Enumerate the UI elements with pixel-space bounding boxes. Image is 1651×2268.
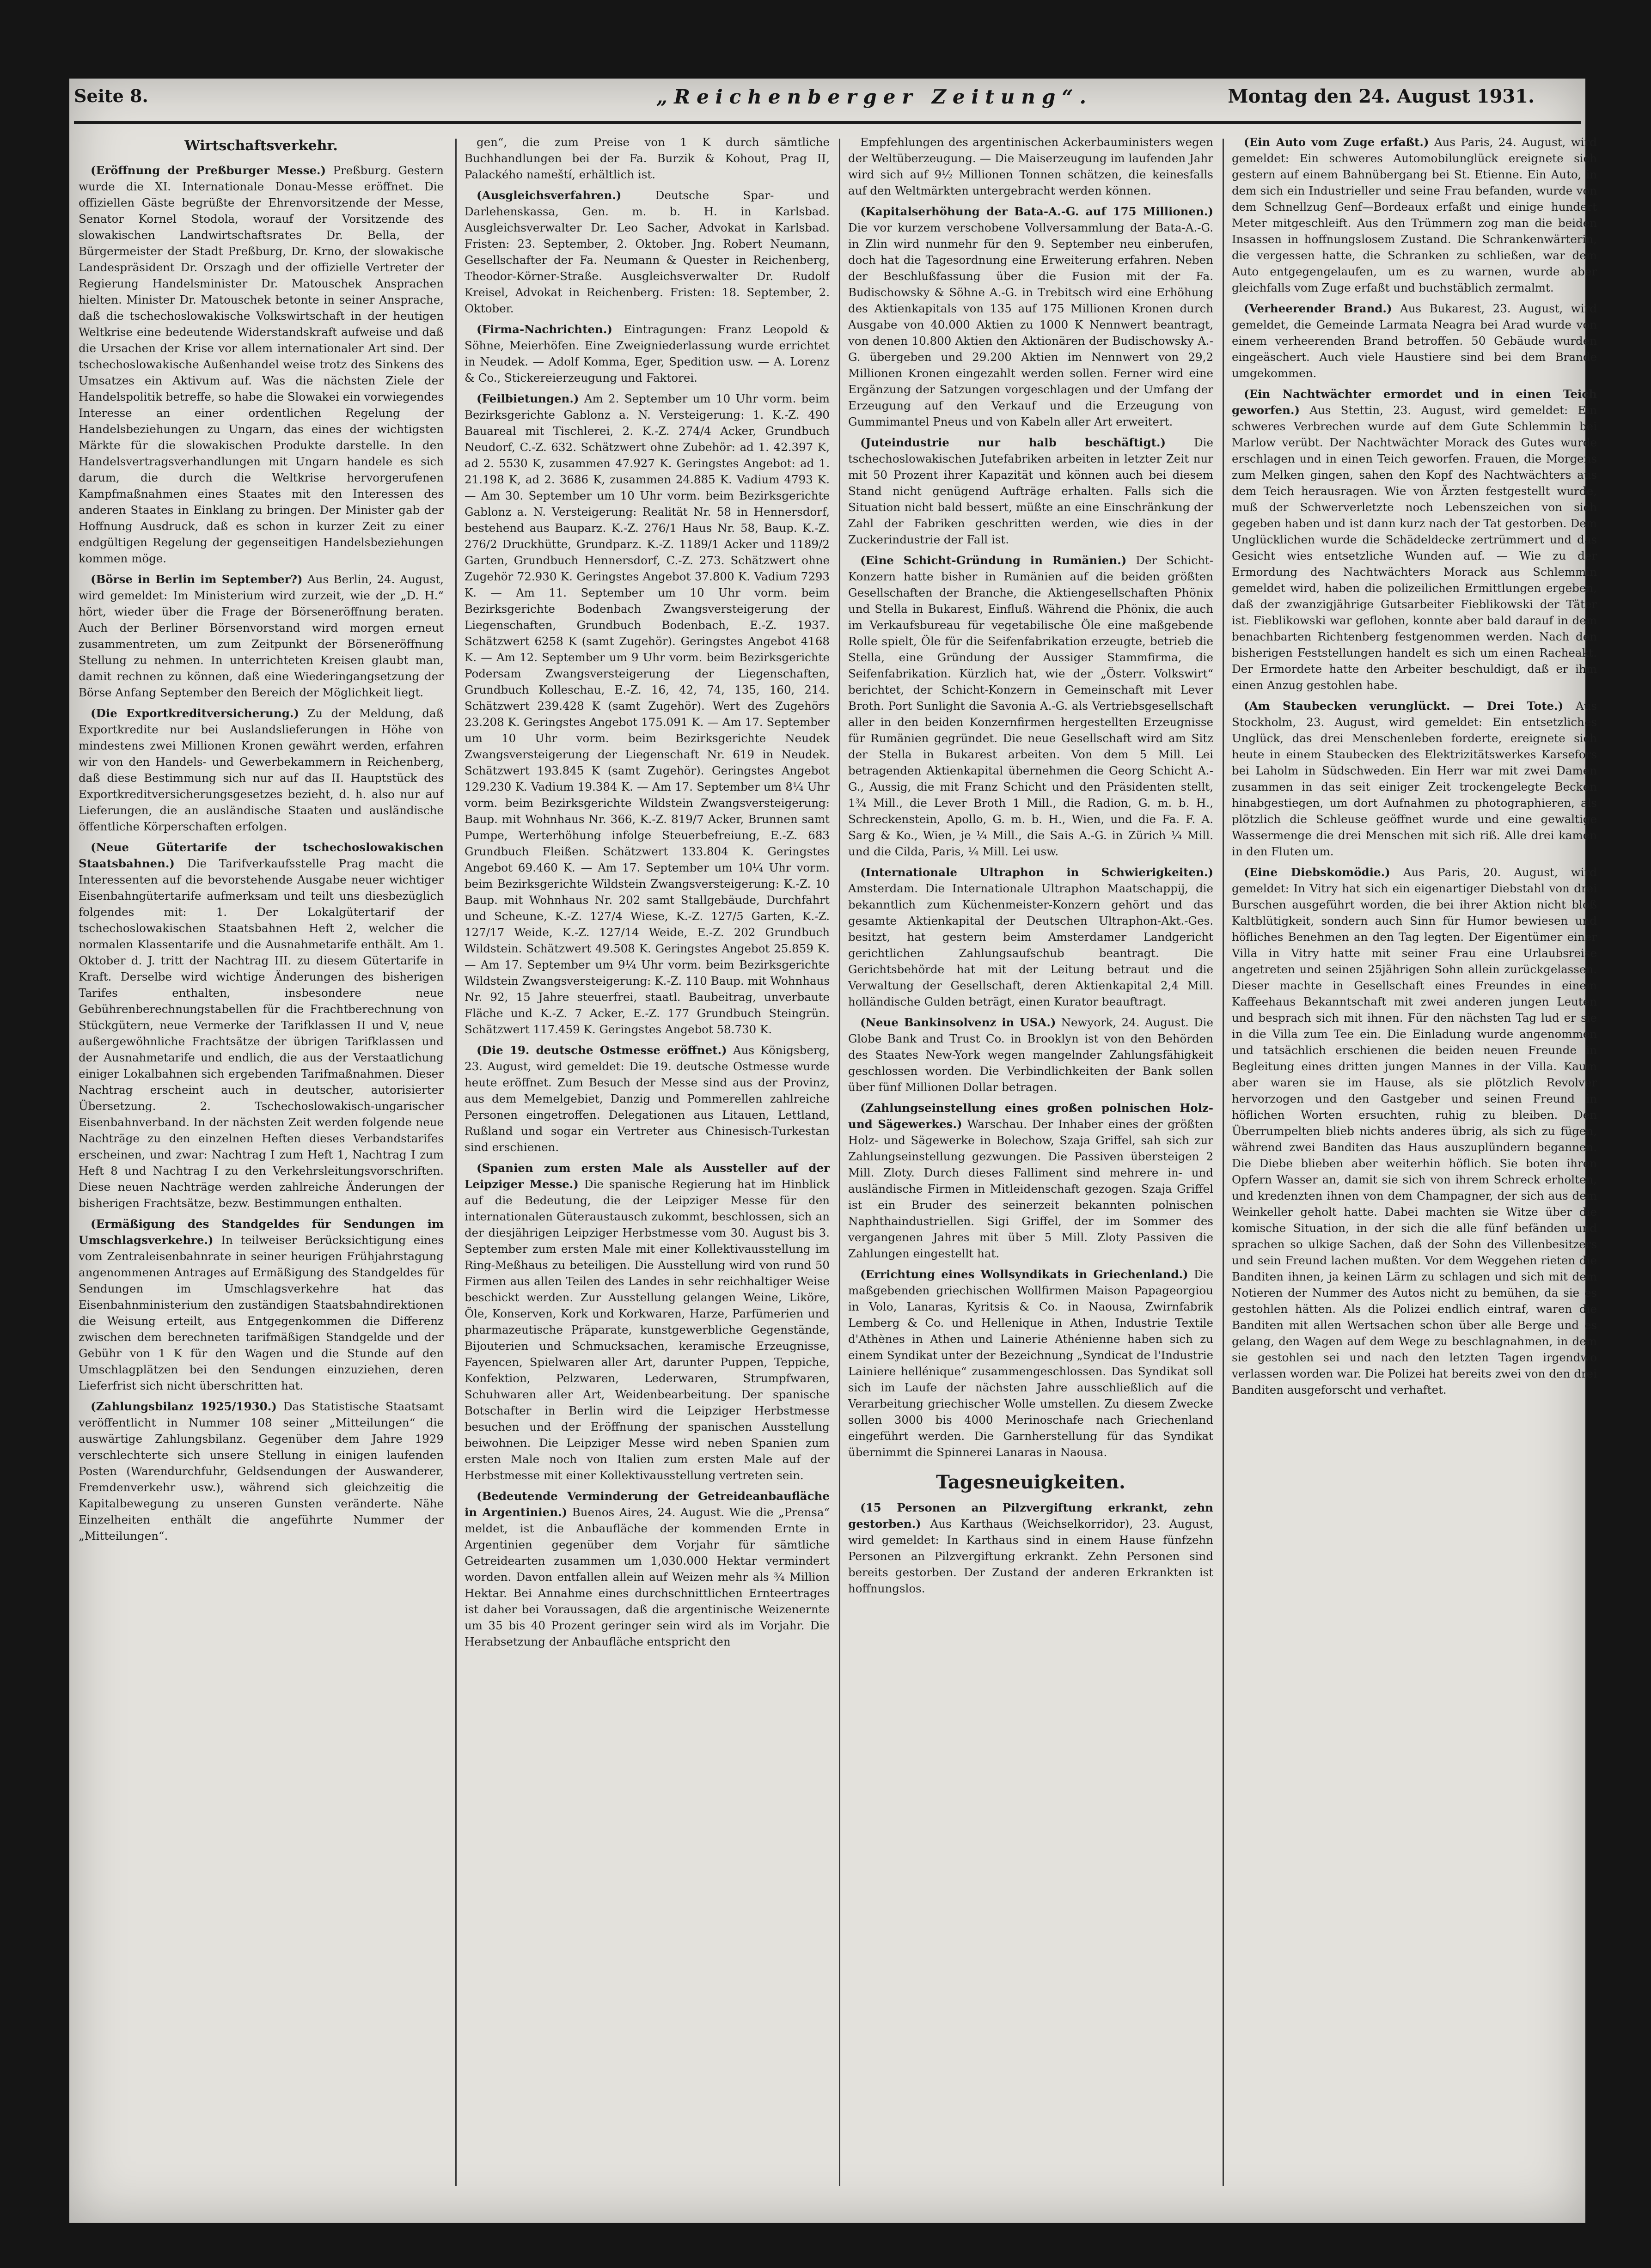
issue-date: Montag den 24. August 1931. — [1228, 85, 1535, 107]
article-text: Aus Königsberg, 23. August, wird gemeldet: Die 19. deutsche Ostmesse wurde heute eröffnet. Zum Besuch der Messe sind aus der Provinz, aus dem Memelgebiet, Danzig und Pommerellen zahlreiche Personen eingetroffen. Delegationen aus Litauen, Lettland, Rußland und sogar ein Vertreter aus Chinesisch-Turkestan sind erschienen. — [465, 1043, 830, 1154]
article-paragraph — [848, 1500, 1213, 1597]
article-headline: (Ein Nachtwächter ermordet und in einen Teich geworfen.) — [1232, 387, 1597, 417]
article-paragraph — [79, 839, 444, 1211]
article-paragraph — [1232, 698, 1597, 860]
article-headline: (Zahlungseinstellung eines großen polnischen Holz- und Sägewerkes.) — [848, 1101, 1213, 1131]
article-headline: (Zahlungsbilanz 1925/1930.) — [91, 1400, 277, 1413]
article-paragraph — [1232, 864, 1597, 1398]
article-text: Das Statistische Staatsamt veröffentlicht in Nummer 108 seiner „Mitteilungen“ die auswärtige Zahlungsbilanz. Gegenüber dem Jahre 1929 verschlechterte sich unsere Stellung in einigen laufenden Posten (Warendurchfuhr, Geldsendungen der Auswanderer, Fremdenverkehr usw.), während sich gleichzeitig die Kapitalbewegung zu unseren Gunsten veränderte. Nähe Einzelheiten enthält die angeführte Nummer der „Mitteilungen“. — [79, 1400, 444, 1542]
article-paragraph — [848, 134, 1213, 199]
column-1 — [79, 134, 444, 2186]
article-text: Zu der Meldung, daß Exportkredite nur bei Auslandslieferungen in Höhe von mindestens zwei Millionen Kronen gewährt werden, erfahren wir von den Handels- und Gewerbekammern in Reichenberg, daß diese Bestimmung sich nur auf das II. Hauptstück des Exportkreditversicherungsgesetzes bezieht, d. h. also nur auf Lieferungen, die an ausländische Staaten und ausländische öffentliche Körperschaften erfolgen. — [79, 707, 444, 833]
article-headline: (Errichtung eines Wollsyndikats in Griechenland.) — [860, 1268, 1188, 1281]
article-paragraph — [79, 162, 444, 567]
article-paragraph — [79, 1398, 444, 1544]
column-divider — [455, 139, 457, 2186]
article-headline: (Feilbietungen.) — [477, 392, 579, 405]
article-headline: (Juteindustrie nur halb beschäftigt.) — [860, 436, 1166, 449]
article-headline: (Firma-Nachrichten.) — [477, 323, 612, 336]
article-headline: (Am Staubecken verunglückt. — Drei Tote.) — [1244, 699, 1564, 713]
article-text: Die Tarifverkaufsstelle Prag macht die Interessenten auf die bevorstehende Ausgabe neuer wichtiger Eisenbahngütertarife aufmerksam und teilt uns diesbezüglich folgendes mit: 1. Der Lokalgütertarif der tschechoslowakischen Staatsbahnen Heft 2, welcher die normalen Klassentarife und die Ausnahmetarife enthält. Am 1. Oktober d. J. tritt der Nachtrag III. zu diesem Gütertarife in Kraft. Derselbe wird wichtige Änderungen des bisherigen Tarifes enthalten, insbesondere neue Gebührenberechnungstabellen für die Frachtberechnung von Stückgütern, neue Vermerke der Tarifklassen II und V, neue außergewöhnliche Frachtsätze der übrigen Tarifklassen und der Ausnahmetarife und endlich, die aus der Verstaatlichung einiger Lokalbahnen sich ergebenden Tarifmaßnahmen. Dieser Nachtrag erscheint auch in deutscher, autorisierter Übersetzung. 2. Tschechoslowakisch-ungarischer Eisenbahnverband. In der nächsten Zeit werden folgende neue Nachträge zu den einzelnen Heften dieses Verbandstarifes erscheinen, und zwar: Nachtrag I zum Heft 1, Nachtrag I zum Heft 8 und Nachtrag I zu den Verkehrsleitungsvorschriften. Diese neuen Nachträge werden zahlreiche Änderungen der bisherigen Frachtsätze, bezw. Bestimmungen enthalten. — [79, 857, 444, 1210]
article-headline: (15 Personen an Pilzvergiftung erkrankt, zehn gestorben.) — [848, 1501, 1213, 1530]
article-text: Aus Berlin, 24. August, wird gemeldet: Im Ministerium wird zurzeit, wie der „D. H.“ hört, wieder über die Frage der Börseneröffnung beraten. Auch der Berliner Börsenvorstand wird morgen erneut zusammentreten, um zum Zeitpunkt der Börseneröffnung Stellung zu nehmen. In unterrichteten Kreisen glaubt man, damit rechnen zu können, daß eine Wiederingangsetzung der Börse Anfang September den Bereich der Möglichkeit liegt. — [79, 573, 444, 699]
article-paragraph — [848, 1266, 1213, 1460]
article-text: Preßburg. Gestern wurde die XI. Internationale Donau-Messe eröffnet. Die offiziellen Gäste begrüßte der Ehrenvorsitzende der Messe, Senator Kornel Stodola, worauf der Vorsitzende des slowakischen Landwirtschaftsrates Dr. Bella, der Bürgermeister der Stadt Preßburg, Dr. Krno, der slowakische Landespräsident Dr. Orszagh und der offizielle Vertreter der Regierung Handelsminister Dr. Matouschek Ansprachen hielten. Minister Dr. Matouschek betonte in seiner Ansprache, daß die tschechoslowakische Volkswirtschaft in der heutigen Weltkrise eine bedeutende Widerstandskraft aufweise und daß die Ursachen der Krise vor allem internationaler Art sind. Der tschechoslowakische Außenhandel weise trotz des Sinkens des Umsatzes ein Aktivum auf. Was die nächsten Ziele der Handelspolitik betreffe, so habe die Slowakei ein vorwiegendes Interesse an einer ordentlichen Regelung der Handelsbeziehungen zu Ungarn, das eines der wichtigsten Märkte für die slowakischen Produkte darstelle. In den Handelsvertragsverhandlungen mit Ungarn handele es sich darum, die durch die Weltkrise hervorgerufenen Kampfmaßnahmen eines Staates mit den Interessen des anderen Staates in Einklang zu bringen. Der Minister gab der Hoffnung Ausdruck, daß es schon in kurzer Zeit zu einer endgültigen Regelung der gegenseitigen Handelsbeziehungen kommen möge. — [79, 164, 444, 565]
column-3 — [848, 134, 1213, 2186]
article-text: Die vor kurzem verschobene Vollversammlung der Bata-A.-G. in Zlin wird nunmehr für den 9. September neu einberufen, doch hat die Tagesordnung eine Erweiterung erfahren. Neben der Beschlußfassung über die Fusion mit der Fa. Budischowsky & Söhne A.-G. in Trebitsch wird eine Erhöhung des Aktienkapitals von 135 auf 175 Millionen Kronen durch Ausgabe von 40.000 Aktien zu 1000 K Nennwert beantragt, von denen 10.800 Aktien den Aktionären der Budischowsky A.-G. übergeben und 29.200 Aktien im Nennwert von 29,2 Millionen Kronen eingezahlt werden sollen. Ferner wird eine Ergänzung der Satzungen vorgeschlagen und der Umfang der Erzeugung auf den Verkauf und die Erzeugung von Gummimantel Pneus und von Kabeln aller Art erweitert. — [848, 221, 1213, 428]
article-headline: (Ermäßigung des Standgeldes für Sendungen im Umschlagsverkehre.) — [79, 1217, 444, 1247]
header-rule — [74, 121, 1581, 124]
article-paragraph — [465, 1488, 830, 1650]
article-headline: (Kapitalserhöhung der Bata-A.-G. auf 175 Millionen.) — [860, 205, 1213, 218]
article-text: Newyork, 24. August. Die Globe Bank and Trust Co. in Brooklyn ist von den Behörden des Staates New-York wegen mangelnder Zahlungsfähigkeit geschlossen worden. Die Verbindlichkeiten der Bank sollen über fünf Millionen Dollar betragen. — [848, 1016, 1213, 1094]
article-text: Aus Paris, 20. August, wird gemeldet: In Vitry hat sich ein eigenartiger Diebstahl von drei Burschen ausgeführt worden, die bei ihrer Aktion nicht bloß Kaltblütigkeit, sondern auch Sinn für Humor bewiesen und höfliches Benehmen an den Tag legten. Der Eigentümer einer Villa in Vitry hatte mit seiner Frau eine Urlaubsreise angetreten und seinen 25jährigen Sohn allein zurückgelassen. Dieser machte in Gesellschaft eines Freundes in einem Kaffeehaus Bekanntschaft mit zwei anderen jungen Leuten und besprach sich mit ihnen. Für den nächsten Tag lud er sie in die Villa zum Tee ein. Die Einladung wurde angenommen und tatsächlich erschienen die beiden neuen Freunde in Begleitung eines dritten jungen Mannes in der Villa. Kaum aber waren sie im Hause, als sie plötzlich Revolver hervorzogen und den Gastgeber und seinen Freund in höflichen Worten ersuchten, ruhig zu bleiben. Den Überrumpelten blieb nichts anderes übrig, als sich zu fügen, während zwei Banditen das Haus auszuplündern begannen. Die Diebe blieben aber weiterhin höflich. Sie boten ihren Opfern Wasser an, damit sie sich von ihrem Schreck erholten, und kredenzten ihnen von dem Champagner, der sich aus dem Weinkeller geholt hatte. Dabei machten sie Witze über die komische Situation, in der sich die alle fünf befänden und sprachen so ulkige Sachen, daß der Sohn des Villenbesitzers und sein Freund lachen mußten. Vor dem Weggehen rieten die Banditen ihnen, ja keinen Lärm zu schlagen und sich mit dem Notieren der Nummer des Autos nicht zu bemühen, da sie es gestohlen hätten. Als die Polizei endlich eintraf, waren die Banditen mit allen Wertsachen schon über alle Berge und es gelang, den Wagen auf dem Wege zu beschlagnahmen, in dem sie gestohlen sei und nach den letzten Tagen irgendwo verlassen worden war. Die Polizei hat bereits zwei von den drei Banditen ausgeforscht und verhaftet. — [1232, 866, 1597, 1396]
page-header — [74, 85, 1581, 113]
column-divider — [1223, 139, 1224, 2186]
article-paragraph — [848, 552, 1213, 860]
article-headline: (Eine Diebskomödie.) — [1244, 866, 1390, 879]
article-text: gen“, die zum Preise von 1 K durch sämtliche Buchhandlungen bei der Fa. Burzik & Kohout, Prag II, Palackého nameští, erhältlich ist. — [465, 135, 830, 181]
column-divider — [839, 139, 840, 2186]
article-text: Aus Bukarest, 23. August, wird gemeldet, die Gemeinde Larmata Neagra bei Arad wurde von einem verheerenden Brand betroffen. 50 Gebäude wurden eingeäschert. Auch viele Haustiere sind bei dem Brande umgekommen. — [1232, 302, 1597, 380]
article-text: Eintragungen: Franz Leopold & Söhne, Meierhöfen. Eine Zweigniederlassung wurde errichtet in Neudek. — Adolf Komma, Eger, Spedition usw. — A. Lorenz & Co., Stickereierzeugung und Faktorei. — [465, 323, 830, 384]
article-headline: (Spanien zum ersten Male als Aussteller auf der Leipziger Messe.) — [465, 1161, 830, 1191]
article-headline: (Börse in Berlin im September?) — [91, 573, 303, 586]
page-number: Seite 8. — [74, 85, 148, 106]
column-4 — [1232, 134, 1597, 2186]
article-paragraph — [465, 1160, 830, 1483]
article-headline: (Internationale Ultraphon in Schwierigkeiten.) — [860, 866, 1213, 879]
article-headline: (Neue Bankinsolvenz in USA.) — [860, 1016, 1056, 1029]
article-text: Aus Stockholm, 23. August, wird gemeldet: Ein entsetzliches Unglück, das drei Menschenleben forderte, ereignete sich heute in einem Staubecken des Elektrizitätswerkes Karsefors bei Laholm in Südschweden. Ein Herr war mit zwei Damen zusammen in das seit einiger Zeit trockengelegte Becken hinabgestiegen, um dort Aufnahmen zu photographieren, als plötzlich die Schleuse geöffnet wurde und eine gewaltige Wassermenge die drei Menschen mit sich riß. Alle drei kamen in den Fluten um. — [1232, 699, 1597, 858]
article-headline: (Eröffnung der Preßburger Messe.) — [91, 164, 326, 177]
article-text: Der Schicht-Konzern hatte bisher in Rumänien auf die beiden größten Gesellschaften der Branche, die Aktiengesellschaften Phönix und Stella in Bukarest, Einfluß. Während die Phönix, die auch im Verkaufsbureau für vegetabilische Öle eine maßgebende Rolle spielt, Öle für die Seifenfabrikation erzeugte, betrieb die Stella, eine Gründung der Aussiger Stammfirma, die Seifenfabrikation. Kürzlich hat, wie der „Österr. Volkswirt“ berichtet, der Schicht-Konzern in Gemeinschaft mit Lever Broth. Port Sunlight die Savonia A.-G. als Vertriebsgesellschaft aller in den beiden Konzernfirmen hergestellten Erzeugnisse für Rumänien gegründet. Die neue Gesellschaft wird am Sitz der Stella in Bukarest arbeiten. Von dem 5 Mill. Lei betragenden Aktienkapital übernehmen die Georg Schicht A.-G., Aussig, die mit Franz Schicht und den Präsidenten stellt, 1¾ Mill., die Lever Broth 1 Mill., die Radion, G. m. b. H., Schreckenstein, Apollo, G. m. b. H., Wien, und die Fa. F. A. Sarg & Ko., Wien, je ¼ Mill., die Sais A.-G. in Zürich ¼ Mill. und die Cilda, Paris, ¼ Mill. Lei usw. — [848, 554, 1213, 858]
article-paragraph — [465, 321, 830, 386]
article-paragraph — [465, 390, 830, 1037]
article-paragraph — [465, 187, 830, 317]
article-headline: (Ausgleichsverfahren.) — [477, 189, 622, 202]
article-headline: (Neue Gütertarife der tschechoslowakischen Staatsbahnen.) — [79, 841, 444, 870]
article-text: Buenos Aires, 24. August. Wie die „Prensa“ meldet, ist die Anbaufläche der kommenden Ernte in Argentinien gegenüber dem Vorjahr für sämtliche Getreidearten zusammen um 1,030.000 Hektar vermindert worden. Davon entfallen allein auf Weizen mehr als ¾ Million Hektar. Bei Annahme eines durchschnittlichen Ernteertrages ist daher bei Voraussagen, daß die argentinische Weizenernte um 35 bis 40 Prozent geringer sein wird als im Vorjahr. Die Herabsetzung der Anbaufläche entspricht den — [465, 1506, 830, 1648]
article-paragraph — [79, 1216, 444, 1394]
article-text: Amsterdam. Die Internationale Ultraphon Maatschappij, die bekanntlich zum Küchenmeister-Konzern gehört und das gesamte Aktienkapital der Deutschen Ultraphon-Akt.-Ges. besitzt, hat gestern beim Amsterdamer Landgericht gerichtlichen Zahlungsaufschub beantragt. Die Gerichtsbehörde hat mit der Leitung betraut und die Verwaltung der Gesellschaft, deren Aktienkapital 2,4 Mill. holländische Gulden beträgt, einen Kurator beauftragt. — [848, 882, 1213, 1008]
article-headline: (Eine Schicht-Gründung in Rumänien.) — [860, 554, 1127, 567]
article-headline: (Die Exportkreditversicherung.) — [91, 707, 299, 720]
article-text: Empfehlungen des argentinischen Ackerbauministers wegen der Weltüberzeugung. — Die Maiserzeugung im laufenden Jahr wird sich auf 9½ Millionen Tonnen schätzen, die keinesfalls auf den Weltmärkten untergebracht werden können. — [848, 135, 1213, 197]
article-text: Aus Paris, 24. August, wird gemeldet: Ein schweres Automobilunglück ereignete sich gestern auf einem Bahnübergang bei St. Etienne. Ein Auto, in dem sich ein Industrieller und seine Frau befanden, wurde von dem Schnellzug Genf—Bordeaux erfaßt und einige hundert Meter mitgeschleift. Aus den Trümmern zog man die beiden Insassen in hoffnungslosem Zustand. Die Schrankenwärterin, die vergessen hatte, die Schranken zu schließen, war dem Auto entgegengelaufen, um es zu warnen, wurde aber gleichfalls vom Zuge erfaßt und buchstäblich zermalmt. — [1232, 135, 1597, 294]
article-headline: (Bedeutende Verminderung der Getreideanbaufläche in Argentinien.) — [465, 1489, 830, 1519]
article-paragraph — [1232, 300, 1597, 381]
article-paragraph — [465, 134, 830, 183]
article-text: Aus Stettin, 23. August, wird gemeldet: Ein schweres Verbrechen wurde auf dem Gute Schlemmin bei Marlow verübt. Der Nachtwächter Morack des Gutes wurde erschlagen und in einen Teich geworfen. Frauen, die Morgens zum Melken gingen, sahen den Kopf des Nachtwächters aus dem Teich herausragen. Wie von Ärzten festgestellt wurde, muß der Schwerverletzte noch Lebenszeichen von sich gegeben haben und ist dann kurz nach der Tat gestorben. Dem Unglücklichen wurde die Schädeldecke zertrümmert und das Gesicht wies entsetzliche Wunden auf. — Wie zu der Ermordung des Nachtwächters Morack aus Schlemmin gemeldet wird, haben die polizeilichen Ermittlungen ergeben, daß der zwanzigjährige Gutsarbeiter Fieblikowski der Täter ist. Fieblikowski war geflohen, konnte aber bald darauf in dem benachbarten Richtenberg festgenommen werden. Nach den bisherigen Feststellungen handelt es sich um einen Racheakt. Der Ermordete hatte den Arbeiter beschuldigt, daß er ihm einen Anzug gestohlen habe. — [1232, 403, 1597, 692]
article-headline: (Ein Auto vom Zuge erfaßt.) — [1244, 135, 1429, 149]
article-text: Warschau. Der Inhaber eines der größten Holz- und Sägewerke in Bolechow, Szaja Griffel, sah sich zur Zahlungseinstellung gezwungen. Die Passiven übersteigen 2 Mill. Zloty. Durch dieses Falliment sind mehrere in- und ausländische Firmen in Mitleidenschaft gezogen. Szaja Griffel ist ein Bruder des seinerzeit bekannten polnischen Naphthaindustriellen. Sigi Griffel, der im Sommer des vergangenen Jahres mit über 5 Mill. Zloty Passiven die Zahlungen eingestellt hat. — [848, 1117, 1213, 1260]
article-paragraph — [1232, 134, 1597, 296]
article-text: In teilweiser Berücksichtigung eines vom Zentraleisenbahnrate in seiner heurigen Frühjahrstagung angenommenen Antrages auf Ermäßigung des Standgeldes für Sendungen im Umschlagsverkehre hat das Eisenbahnministerium den zuständigen Staatsbahndirektionen die Weisung erteilt, aus Entgegenkommen die Differenz zwischen dem berechneten tarifmäßigen Standgelde und der Gebühr von 1 K für den Wagen und die Stunde auf den Umschlagplätzen bei den Sendungen einzuziehen, deren Lieferfrist sich nicht überschritten hat. — [79, 1233, 444, 1392]
article-text: Aus Karthaus (Weichselkorridor), 23. August, wird gemeldet: In Karthaus sind in einem Hause fünfzehn Personen an Pilzvergiftung erkrankt. Zehn Personen sind bereits gestorben. Der Zustand der anderen Erkrankten ist hoffnungslos. — [848, 1517, 1213, 1595]
newspaper-title: „Reichenberger Zeitung“. — [656, 85, 1093, 108]
article-text: Die spanische Regierung hat im Hinblick auf die Bedeutung, die der Leipziger Messe für den internationalen Güteraustausch zukommt, beschlossen, sich an der diesjährigen Leipziger Herbstmesse vom 30. August bis 3. September zum ersten Male mit einer Kollektivausstellung im Ring-Meßhaus zu beteiligen. Die Ausstellung wird von rund 50 Firmen aus allen Teilen des Landes in sehr reichhaltiger Weise beschickt werden. Zur Ausstellung gelangen Weine, Liköre, Öle, Konserven, Kork und Korkwaren, Harze, Parfümerien und pharmazeutische Präparate, kunstgewerbliche Gegenstände, Bijouterien und Schmucksachen, keramische Erzeugnisse, Fayencen, Spielwaren aller Art, darunter Puppen, Teppiche, Konfektion, Pelzwaren, Lederwaren, Strumpfwaren, Schuhwaren aller Art, Weidenbearbeitung. Der spanische Botschafter in Berlin wird die Leipziger Herbstmesse besuchen und der Eröffnung der spanischen Ausstellung beiwohnen. Die Leipziger Messe wird neben Spanien zum ersten Male noch von Italien zum ersten Male auf der Herbstmesse mit einer Kollektivausstellung vertreten sein. — [465, 1177, 830, 1482]
article-headline: (Die 19. deutsche Ostmesse eröffnet.) — [477, 1043, 727, 1057]
article-text: Die tschechoslowakischen Jutefabriken arbeiten in letzter Zeit nur mit 50 Prozent ihrer Kapazität und können auch bei diesem Stand nicht genügend Aufträge erhalten. Falls sich die Situation nicht bald bessert, müßte an eine Einschränkung der Zahl der Fabriken geschritten werden, wie dies in der Zuckerindustrie der Fall ist. — [848, 436, 1213, 546]
article-paragraph — [1232, 386, 1597, 693]
article-paragraph — [848, 203, 1213, 430]
section-heading: Tagesneuigkeiten. — [936, 1471, 1125, 1493]
section-heading: Wirtschaftsverkehr. — [184, 138, 338, 154]
article-text: Deutsche Spar- und Darlehenskassa, Gen. m. b. H. in Karlsbad. Ausgleichsverwalter Dr. Leo Sacher, Advokat in Karlsbad. Fristen: 23. September, 2. Oktober. Jng. Robert Neumann, Gesellschafter der Fa. Neumann & Quester in Reichenberg, Theodor-Körner-Straße. Ausgleichsverwalter Dr. Rudolf Kreisel, Advokat in Reichenberg. Fristen: 18. September, 2. Oktober. — [465, 189, 830, 315]
article-paragraph — [79, 705, 444, 835]
article-paragraph — [465, 1042, 830, 1155]
article-paragraph — [848, 1100, 1213, 1262]
column-2 — [465, 134, 830, 2186]
article-paragraph — [79, 571, 444, 701]
article-text: Am 2. September um 10 Uhr vorm. beim Bezirksgerichte Gablonz a. N. Versteigerung: 1. K.-Z. 490 Bauareal mit Tischlerei, 2. K.-Z. 274/4 Acker, Grundbuch Neudorf, C.-Z. 632. Schätzwert ohne Zubehör: ad 1. 42.397 K, ad 2. 5530 K, zusammen 47.927 K. Geringstes Angebot: ad 1. 21.198 K, ad 2. 3686 K, zusammen 24.885 K. Vadium 4793 K. — Am 30. September um 10 Uhr vorm. beim Bezirksgerichte Gablonz a. N. Versteigerung: Realität Nr. 58 in Hennersdorf, bestehend aus Bauparz. K.-Z. 276/1 Haus Nr. 58, Baup. K.-Z. 276/2 Druckhütte, Grundparz. K.-Z. 1189/1 Acker und 1189/2 Garten, Grundbuch Hennersdorf, C.-Z. 273. Schätzwert ohne Zugehör 72.930 K. Geringstes Angebot 37.800 K. Vadium 7293 K. — Am 11. September um 10 Uhr vorm. beim Bezirksgerichte Bodenbach Zwangsversteigerung der Liegenschaften, Grundbuch Bodenbach, E.-Z. 1937. Schätzwert 6258 K (samt Zugehör). Geringstes Angebot 4168 K. — Am 12. September um 9 Uhr vorm. beim Bezirksgerichte Podersam Zwangsversteigerung der Liegenschaften, Grundbuch Kolleschau, E.-Z. 16, 42, 74, 135, 160, 214. Schätzwert 239.428 K (samt Zugehör). Wert des Zugehörs 23.208 K. Geringstes Angebot 175.091 K. — Am 17. September um 10 Uhr vorm. beim Bezirksgerichte Neudek Zwangsversteigerung der Liegenschaft Nr. 619 in Neudek. Schätzwert 193.845 K (samt Zugehör). Geringstes Angebot 129.230 K. Vadium 19.384 K. — Am 17. September um 8¼ Uhr vorm. beim Bezirksgerichte Wildstein Zwangsversteigerung: Baup. mit Wohnhaus Nr. 366, K.-Z. 819/7 Acker, Brunnen samt Pumpe, Werterhöhung infolge Steuerbefreiung, E.-Z. 683 Grundbuch Fleißen. Schätzwert 133.804 K. Geringstes Angebot 69.460 K. — Am 17. September um 10¼ Uhr vorm. beim Bezirksgerichte Wildstein Zwangsversteigerung: K.-Z. 10 Baup. mit Wohnhaus Nr. 202 samt Stallgebäude, Durchfahrt und Scheune, K.-Z. 127/4 Wiese, K.-Z. 127/5 Garten, K.-Z. 127/17 Weide, K.-Z. 127/14 Weide, E.-Z. 202 Grundbuch Wildstein. Schätzwert 49.508 K. Geringstes Angebot 25.859 K. — Am 17. September um 9¼ Uhr vorm. beim Bezirksgerichte Wildstein Zwangsversteigerung: K.-Z. 110 Baup. mit Wohnhaus Nr. 92, 15 Jahre steuerfrei, staatl. Baubeitrag, unverbaute Fläche und K.-Z. 7 Acker, E.-Z. 177 Grundbuch Steingrün. Schätzwert 117.459 K. Geringstes Angebot 58.730 K. — [465, 392, 830, 1036]
article-paragraph — [848, 864, 1213, 1010]
article-paragraph — [848, 1014, 1213, 1095]
article-headline: (Verheerender Brand.) — [1244, 302, 1392, 315]
article-text: Die maßgebenden griechischen Wollfirmen Maison Papageorgiou in Volo, Lanaras, Kyritsis & Co. in Naousa, Zwirnfabrik Lemberg & Co. und Hellenique in Athen, Industrie Textile d'Athènes in Athen und Lainerie Athénienne haben sich zu einem Syndikat unter der Bezeichnung „Syndicat de l'Industrie Lainiere hellénique“ zusammengeschlossen. Das Syndikat soll sich im Laufe der nächsten Jahre ausschließlich auf die Verarbeitung griechischer Wolle umstellen. Zu diesem Zwecke sollen 3000 bis 4000 Merinoschafe nach Griechenland eingeführt werden. Die Garnherstellung für das Syndikat übernimmt die Spinnerei Lanaras in Naousa. — [848, 1268, 1213, 1459]
article-paragraph — [848, 434, 1213, 548]
